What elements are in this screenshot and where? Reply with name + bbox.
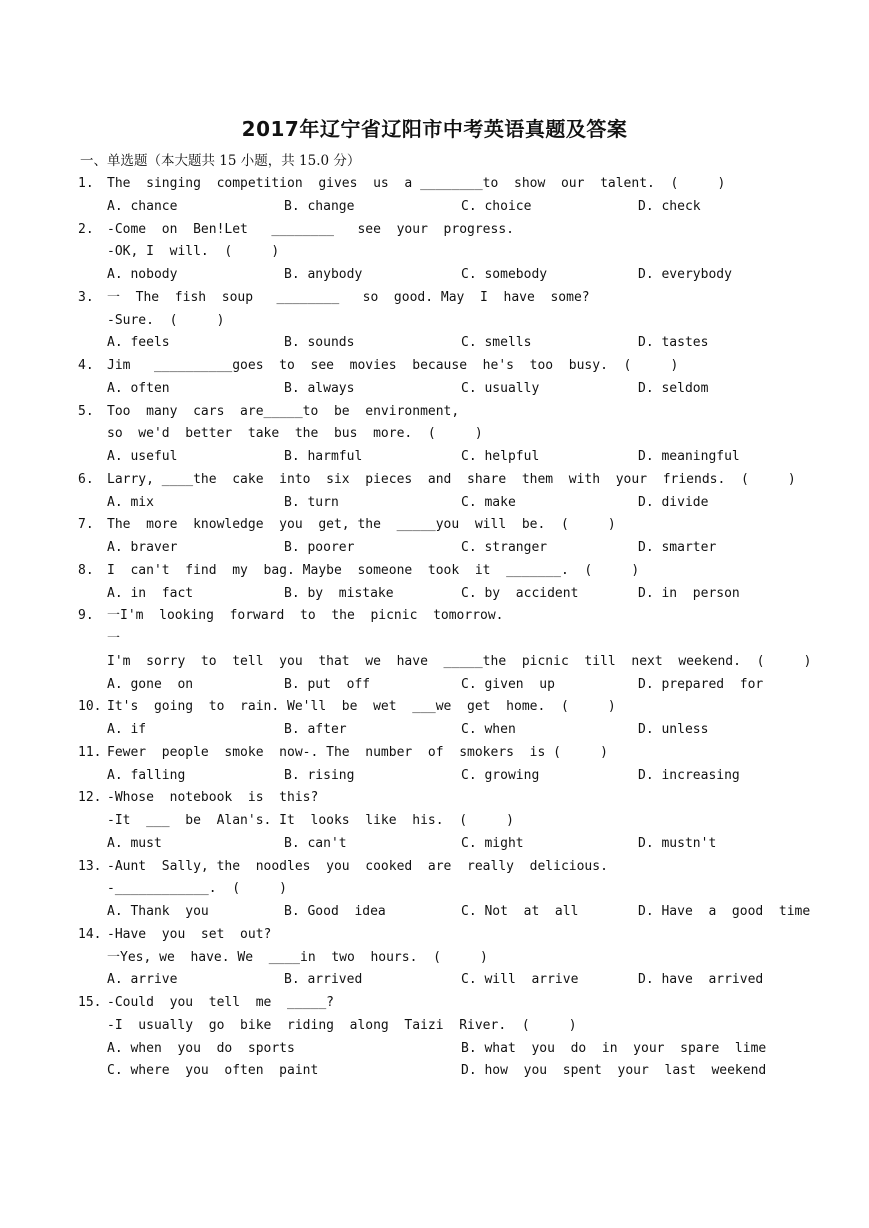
- answer-option: C. where you often paint: [107, 1063, 319, 1079]
- answer-option: B. rising: [284, 767, 355, 783]
- question-line: [78, 355, 838, 378]
- question-line: [78, 742, 838, 765]
- answer-option: A. when you do sports: [107, 1040, 295, 1056]
- answer-option: A. in fact: [107, 585, 194, 601]
- option-row: [78, 583, 838, 606]
- answer-option: D. smarter: [638, 540, 717, 555]
- question-text: I'm sorry to tell you that we have _____the picnic till next weekend. ( ): [107, 653, 812, 669]
- question-line: [78, 878, 838, 901]
- section-heading: 一、单选题（本大题共 15 小题，共 15.0 分）: [80, 153, 361, 169]
- answer-option: A. nobody: [107, 267, 178, 282]
- answer-option: D. seldom: [638, 380, 709, 396]
- answer-option: A. must: [107, 835, 162, 851]
- answer-option: B. Good idea: [284, 904, 386, 919]
- question-line: [78, 947, 838, 970]
- answer-option: D. meaningful: [638, 449, 740, 464]
- question-14: [78, 924, 838, 992]
- question-number: 12.: [78, 790, 102, 806]
- answer-option: D. check: [638, 198, 701, 214]
- question-3: [78, 287, 838, 355]
- question-text: so we'd better take the bus more. ( ): [107, 426, 483, 442]
- answer-option: D. mustn't: [638, 835, 717, 851]
- answer-option: B. after: [284, 722, 347, 737]
- question-text: Larry, ____the cake into six pieces and share them with your friends. ( ): [107, 471, 796, 487]
- question-line: [78, 924, 838, 947]
- question-line: [78, 787, 838, 810]
- question-number: 3.: [78, 289, 94, 305]
- answer-option: C. somebody: [461, 267, 548, 282]
- option-row: [78, 674, 838, 697]
- answer-option: D. in person: [638, 585, 740, 601]
- answer-option: D. Have a good time: [638, 904, 811, 919]
- question-number: 15.: [78, 995, 102, 1010]
- option-row: [78, 378, 838, 401]
- answer-option: D. tastes: [638, 335, 709, 351]
- answer-option: D. prepared for: [638, 676, 764, 692]
- answer-option: C. Not at all: [461, 904, 579, 919]
- question-12: [78, 787, 838, 855]
- question-line: [78, 287, 838, 310]
- question-text: The singing competition gives us a ________to show our talent. ( ): [107, 176, 726, 191]
- question-text: 一: [107, 631, 121, 646]
- question-text: -Have you set out?: [107, 926, 272, 942]
- answer-option: C. when: [461, 722, 516, 737]
- answer-option: D. increasing: [638, 767, 740, 783]
- question-text: Fewer people smoke now-. The number of smokers is ( ): [107, 744, 608, 760]
- option-row: [78, 1038, 838, 1061]
- answer-option: A. often: [107, 380, 170, 396]
- option-row: [78, 969, 838, 992]
- question-line: [78, 856, 838, 879]
- question-line: [78, 1015, 838, 1038]
- question-line: [78, 423, 838, 446]
- answer-option: C. make: [461, 494, 516, 510]
- option-row: [78, 719, 838, 742]
- answer-option: B. harmful: [284, 449, 363, 464]
- answer-option: C. given up: [461, 676, 555, 692]
- question-text: -Whose notebook is this?: [107, 790, 319, 806]
- question-text: I can't find my bag. Maybe someone took it _______. ( ): [107, 562, 640, 578]
- answer-option: C. smells: [461, 335, 532, 351]
- question-line: [78, 651, 838, 674]
- question-number: 7.: [78, 517, 94, 533]
- question-text: -Sure. ( ): [107, 312, 225, 328]
- answer-option: A. falling: [107, 767, 186, 783]
- answer-option: D. how you spent your last weekend: [461, 1063, 767, 1079]
- question-line: [78, 401, 838, 424]
- question-text: 一Yes, we have. We ____in two hours. ( ): [107, 949, 488, 965]
- answer-option: B. change: [284, 198, 355, 214]
- question-line: [78, 310, 838, 333]
- answer-option: C. by accident: [461, 585, 579, 601]
- question-1: [78, 173, 838, 219]
- question-9: [78, 605, 838, 696]
- question-7: [78, 514, 838, 560]
- option-row: [78, 492, 838, 515]
- question-line: [78, 241, 838, 264]
- question-text: 一I'm looking forward to the picnic tomorrow.: [107, 608, 504, 624]
- answer-option: C. will arrive: [461, 972, 579, 988]
- answer-option: A. chance: [107, 198, 178, 214]
- option-row: [78, 196, 838, 219]
- question-number: 11.: [78, 744, 102, 760]
- answer-option: B. can't: [284, 835, 347, 851]
- answer-option: B. what you do in your spare lime: [461, 1040, 767, 1056]
- question-line: [78, 605, 838, 628]
- question-line: [78, 469, 838, 492]
- question-text: -Aunt Sally, the noodles you cooked are really delicious.: [107, 858, 608, 874]
- question-line: [78, 810, 838, 833]
- question-number: 8.: [78, 562, 94, 578]
- question-4: [78, 355, 838, 401]
- question-number: 13.: [78, 858, 102, 874]
- option-row: [78, 537, 838, 560]
- question-text: 一 The fish soup ________ so good. May I have some?: [107, 289, 590, 305]
- question-line: [78, 560, 838, 583]
- question-15: [78, 992, 838, 1083]
- option-row: [78, 765, 838, 788]
- answer-option: B. arrived: [284, 972, 363, 988]
- answer-option: C. helpful: [461, 449, 540, 464]
- answer-option: A. feels: [107, 335, 170, 351]
- option-row: [78, 264, 838, 287]
- option-row: [78, 833, 838, 856]
- answer-option: A. Thank you: [107, 904, 209, 919]
- question-number: 10.: [78, 699, 102, 715]
- answer-option: A. gone on: [107, 676, 194, 692]
- question-number: 2.: [78, 221, 94, 237]
- question-text: Jim __________goes to see movies because he's too busy. ( ): [107, 358, 679, 373]
- answer-option: C. choice: [461, 198, 532, 214]
- question-line: [78, 696, 838, 719]
- question-5: [78, 401, 838, 469]
- question-11: [78, 742, 838, 788]
- option-row: [78, 446, 838, 469]
- answer-option: D. unless: [638, 722, 709, 737]
- answer-option: A. if: [107, 722, 147, 737]
- answer-option: C. might: [461, 835, 524, 851]
- answer-option: C. stranger: [461, 540, 548, 555]
- answer-option: B. by mistake: [284, 585, 394, 601]
- answer-option: B. poorer: [284, 540, 355, 555]
- question-number: 5.: [78, 403, 94, 419]
- question-number: 14.: [78, 926, 102, 942]
- question-text: -Come on Ben!Let ________ see your progress.: [107, 221, 514, 237]
- question-text: -It ___ be Alan's. It looks like his. ( ): [107, 813, 514, 828]
- question-line: [78, 219, 838, 242]
- question-number: 9.: [78, 608, 94, 624]
- question-13: [78, 856, 838, 924]
- answer-option: B. put off: [284, 676, 371, 692]
- question-number: 1.: [78, 176, 94, 191]
- question-text: -____________. ( ): [107, 881, 288, 897]
- option-row: [78, 332, 838, 355]
- question-number: 6.: [78, 471, 94, 487]
- answer-option: D. have arrived: [638, 972, 764, 988]
- question-text: -OK, I will. ( ): [107, 244, 280, 260]
- answer-option: C. growing: [461, 767, 540, 783]
- question-line: [78, 173, 838, 196]
- answer-option: C. usually: [461, 380, 540, 396]
- question-number: 4.: [78, 358, 94, 373]
- question-list: [78, 173, 838, 1083]
- answer-option: B. sounds: [284, 335, 355, 351]
- question-line: [78, 514, 838, 537]
- answer-option: D. divide: [638, 494, 709, 510]
- answer-option: A. arrive: [107, 972, 178, 988]
- answer-option: B. turn: [284, 494, 339, 510]
- answer-option: A. mix: [107, 494, 154, 510]
- question-8: [78, 560, 838, 606]
- answer-option: B. always: [284, 380, 355, 396]
- answer-option: B. anybody: [284, 267, 363, 282]
- question-6: [78, 469, 838, 515]
- question-line: [78, 992, 838, 1015]
- answer-option: D. everybody: [638, 267, 732, 282]
- question-2: [78, 219, 838, 287]
- question-text: -I usually go bike riding along Taizi River. ( ): [107, 1017, 577, 1033]
- question-text: Too many cars are_____to be environment,: [107, 403, 460, 419]
- page-title: 2017年辽宁省辽阳市中考英语真题及答案: [241, 117, 628, 141]
- option-row: [78, 901, 838, 924]
- question-10: [78, 696, 838, 742]
- question-text: -Could you tell me _____?: [107, 995, 334, 1010]
- answer-option: A. braver: [107, 540, 178, 555]
- question-text: It's going to rain. We'll be wet ___we get home. ( ): [107, 699, 616, 715]
- question-line: [78, 628, 838, 651]
- option-row: [78, 1060, 838, 1083]
- answer-option: A. useful: [107, 449, 178, 464]
- question-text: The more knowledge you get, the _____you will be. ( ): [107, 517, 616, 533]
